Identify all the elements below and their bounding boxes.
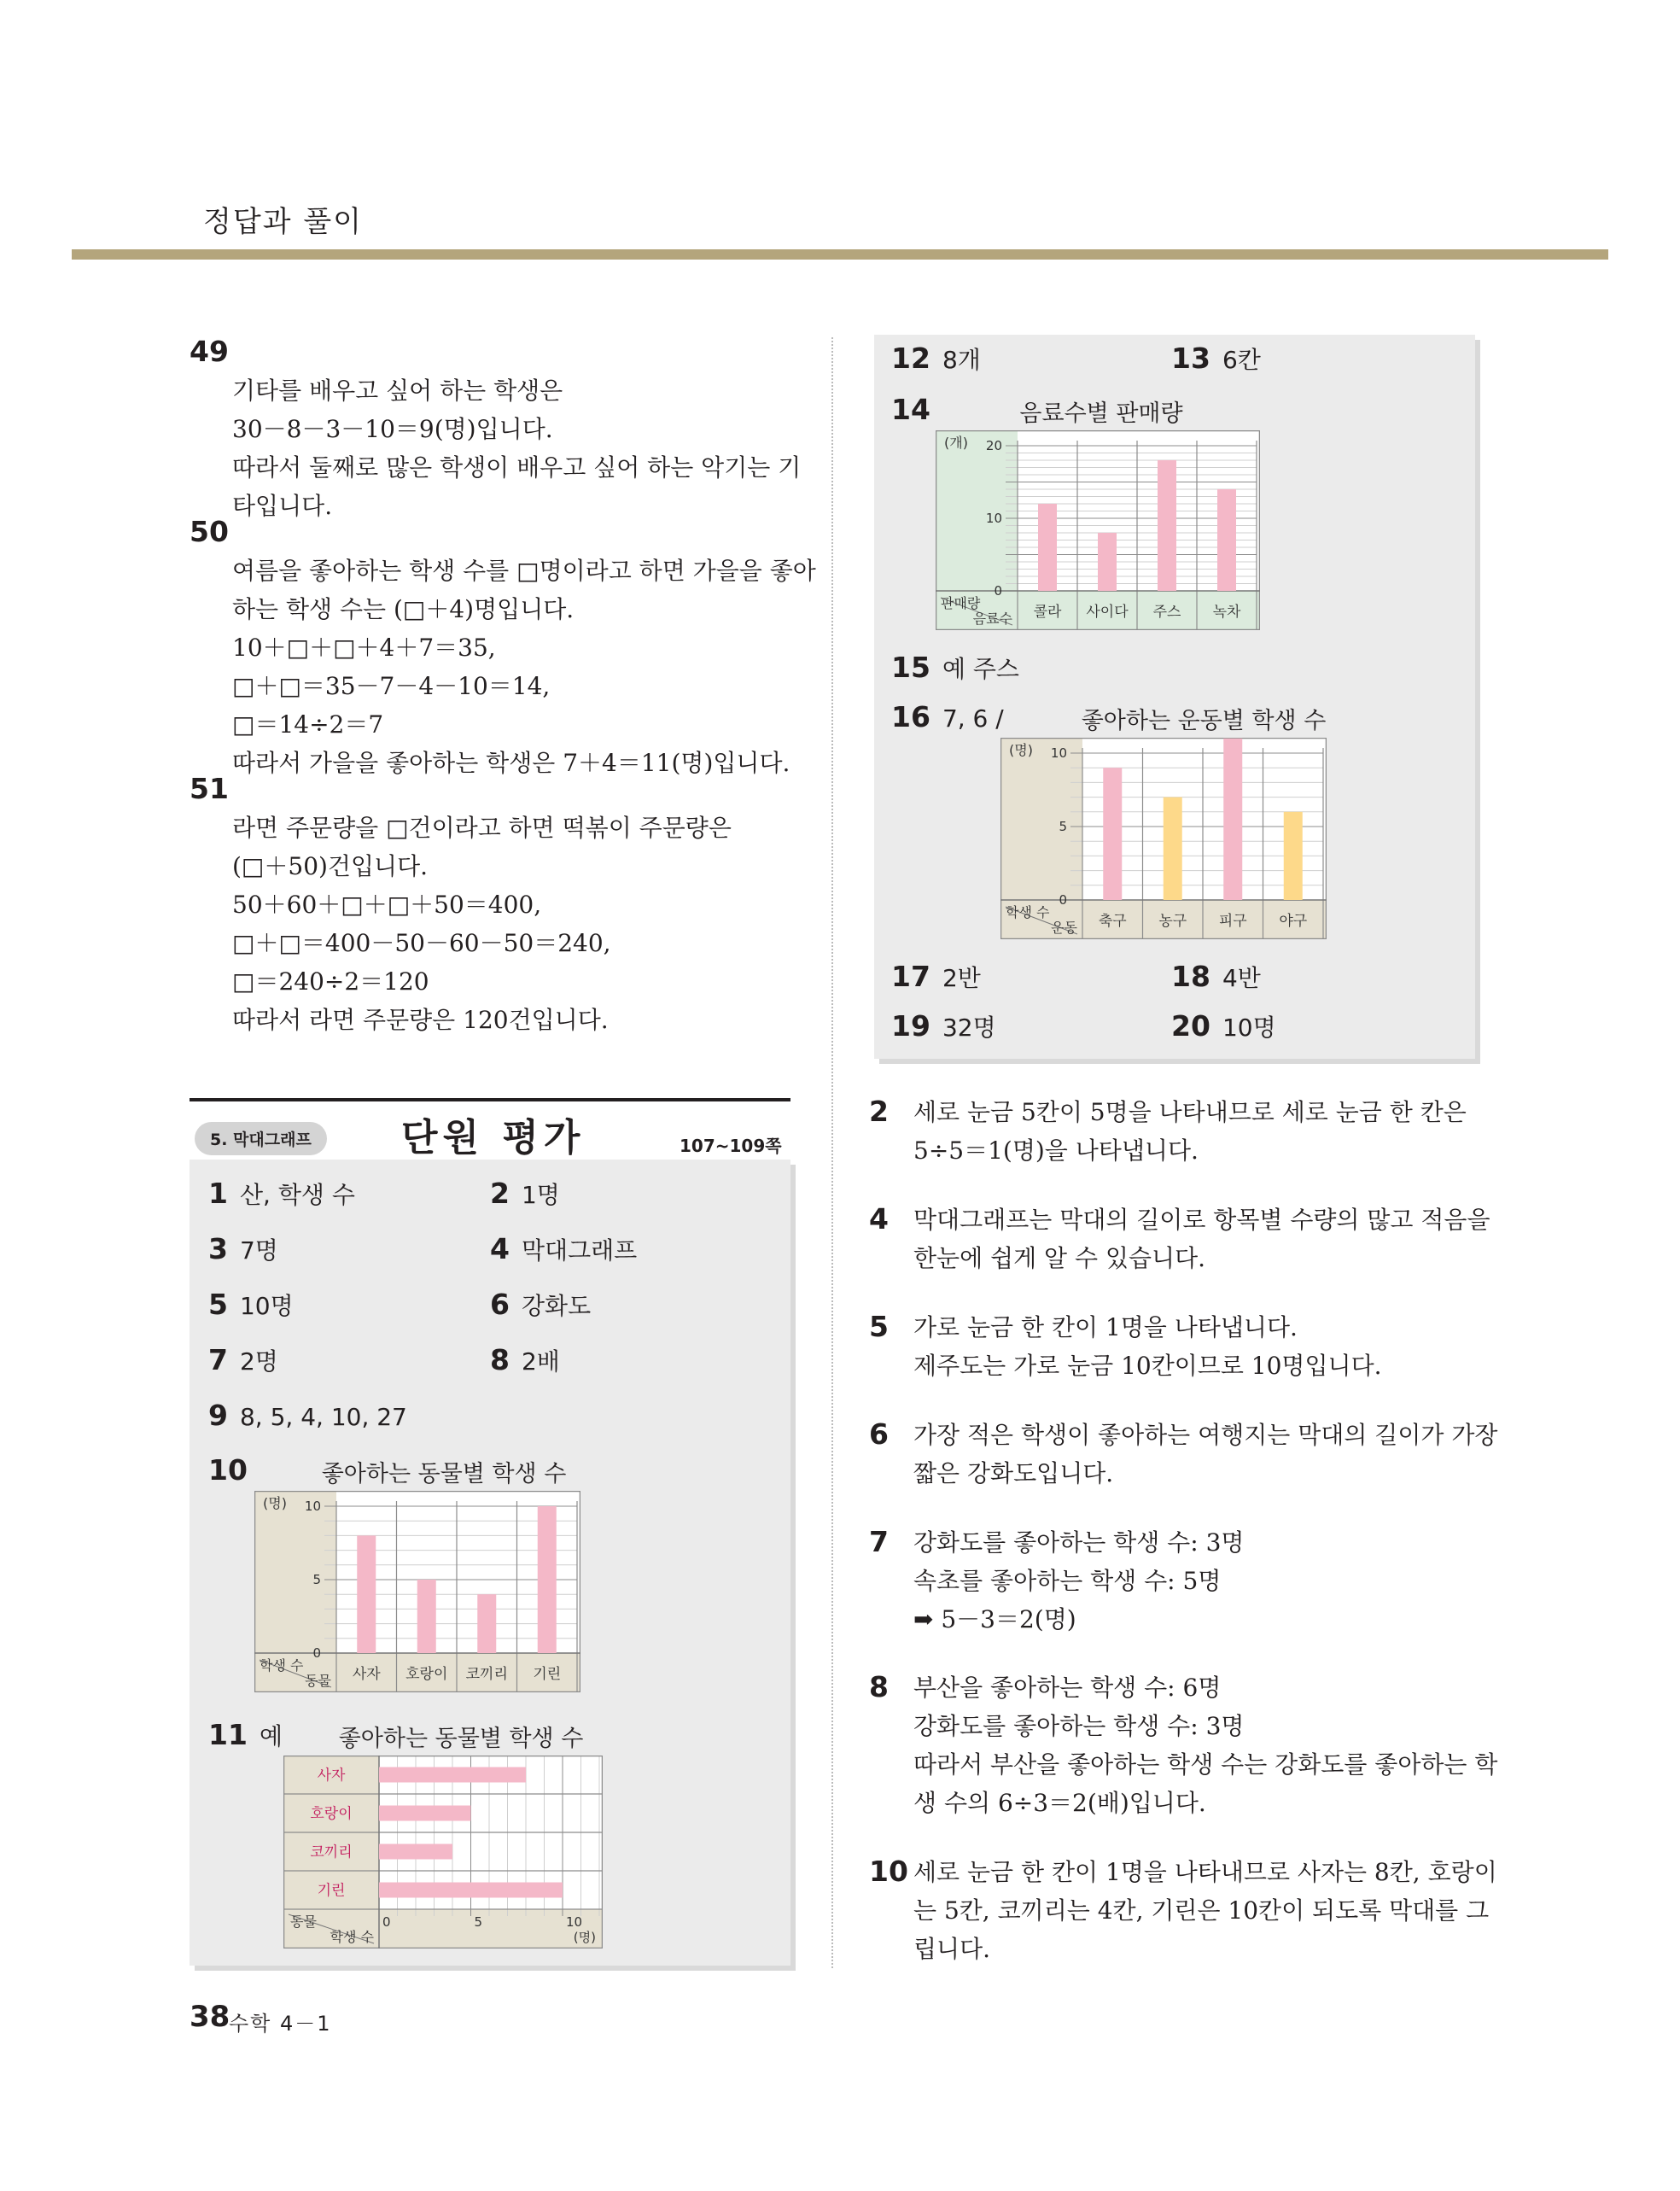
line: (□＋50)건입니다. [232,852,429,880]
answer-11: 11 예 [208,1718,283,1751]
line: 10＋□＋□＋4＋7＝35, [232,634,496,662]
x-tick-label: 10 [566,1914,583,1930]
bar-사이다 [1098,533,1117,591]
header-rule [72,249,1608,260]
line: 타입니다. [232,492,333,520]
answer-14: 14 [891,393,930,426]
answer-6: 6 강화도 [490,1288,592,1321]
bar-농구 [1164,798,1182,900]
line: 50＋60＋□＋□＋50＝400, [232,891,542,919]
footer-page-number: 38 [190,2000,230,2034]
answer-15: 15 예 주스 [891,651,1019,684]
expl-2-text [913,1093,1467,1170]
answer-2: 2 1명 [490,1177,560,1210]
expl-4-text [913,1201,1490,1277]
x-tick-label: 사자 [352,1666,381,1683]
q49-number: 49 [190,335,229,368]
line: 짧은 강화도입니다. [913,1459,1114,1487]
line: 강화도를 좋아하는 학생 수: 3명 [913,1528,1245,1557]
y-tick-label: 5 [312,1572,321,1587]
expl-5-text [913,1308,1382,1385]
answer-10: 10 [208,1453,248,1487]
x-tick-label: 피구 [1218,913,1247,930]
y-tick-label: 0 [994,583,1002,599]
x-tick-label: 주스 [1152,604,1181,621]
line: 따라서 부산을 좋아하는 학생 수는 강화도를 좋아하는 학 [913,1750,1498,1779]
x-tick-label: 사이다 [1086,604,1129,621]
answer-18: 18 4반 [1171,960,1261,993]
chart-q11-title: 좋아하는 동물별 학생 수 [338,1726,584,1752]
expl-2-number: 2 [869,1095,889,1128]
unit-badge: 5. 막대그래프 [195,1122,327,1155]
line: 기타를 배우고 싶어 하는 학생은 [232,377,563,405]
y-tick-label: 0 [1059,892,1067,908]
y-tick-label: 0 [312,1645,321,1661]
line: □＝240÷2＝120 [232,967,429,996]
corner-top-label: 판매량 [941,595,981,611]
expl-8-number: 8 [869,1670,889,1703]
line: 가장 적은 학생이 좋아하는 여행지는 막대의 길이가 가장 [913,1421,1498,1449]
x-tick-label: 호랑이 [405,1666,448,1683]
y-tick-label: 사자 [317,1767,346,1785]
answer-3: 3 7명 [208,1232,278,1265]
chart-q11 [283,1756,603,1949]
bar-주스 [1158,460,1176,591]
x-tick-label: 기린 [533,1666,562,1683]
footer-book-title: 수학 4－1 [229,2012,332,2036]
bar-기린 [379,1883,563,1898]
answer-7: 7 2명 [208,1343,278,1376]
line: 라면 주문량을 □건이라고 하면 떡볶이 주문량은 [232,814,732,842]
corner-top-label: 학생 수 [1006,904,1050,920]
corner-bottom-label: 음료수 [972,611,1012,627]
answer-12: 12 8개 [891,342,981,375]
chart-q14-title: 음료수별 판매량 [1019,400,1183,427]
chart-q16 [1000,738,1327,939]
y-tick-label: 5 [1059,819,1067,834]
line: □＝14÷2＝7 [232,710,384,739]
bar-축구 [1103,768,1122,900]
q51-number: 51 [190,772,229,805]
y-unit-label: (개) [944,435,968,451]
y-tick-label: 10 [1050,745,1067,761]
bar-코끼리 [477,1594,496,1653]
line: 생 수의 6÷3＝2(배)입니다. [913,1789,1206,1817]
expl-10-text [913,1853,1497,1968]
page-header-title: 정답과 풀이 [203,205,364,239]
bar-호랑이 [417,1580,436,1653]
x-tick-label: 5 [474,1914,483,1930]
column-divider [831,337,833,1968]
bar-사자 [357,1535,376,1653]
x-tick-label: 코끼리 [465,1666,508,1683]
expl-7-number: 7 [869,1525,889,1558]
line: 강화도를 좋아하는 학생 수: 3명 [913,1712,1245,1740]
bar-호랑이 [379,1806,471,1821]
line: 하는 학생 수는 (□＋4)명입니다. [232,595,575,623]
corner-top-label: 동물 [290,1913,317,1930]
line: 따라서 가을을 좋아하는 학생은 7＋4＝11(명)입니다. [232,749,790,777]
answer-4: 4 막대그래프 [490,1232,638,1265]
bar-피구 [1223,739,1242,900]
x-tick-label: 녹차 [1212,604,1241,621]
x-tick-label: 콜라 [1033,604,1062,621]
line: 여름을 좋아하는 학생 수를 □명이라고 하면 가을을 좋아 [232,557,816,585]
line: 세로 눈금 한 칸이 1명을 나타내므로 사자는 8칸, 호랑이 [913,1858,1497,1886]
expl-8-text [913,1668,1497,1822]
y-tick-label: 20 [985,438,1002,453]
bar-사자 [379,1767,526,1783]
chart-q16-title: 좋아하는 운동별 학생 수 [1081,708,1327,734]
line: 한눈에 쉽게 알 수 있습니다. [913,1244,1206,1272]
line: ➡ 5－3＝2(명) [913,1605,1076,1633]
corner-bottom-label: 동물 [305,1673,331,1689]
bar-기린 [538,1506,557,1653]
line: 따라서 라면 주문량은 120건입니다. [232,1006,609,1034]
answer-19: 19 32명 [891,1009,996,1043]
chart-q14 [936,430,1260,630]
answer-1: 1 산, 학생 수 [208,1177,355,1210]
line: 립니다. [913,1935,991,1963]
line: □＋□＝400－50－60－50＝240, [232,929,611,957]
corner-bottom-label: 운동 [1051,920,1077,936]
answer-9: 9 8, 5, 4, 10, 27 [208,1399,407,1432]
corner-bottom-label: 학생 수 [330,1929,374,1945]
line: 부산을 좋아하는 학생 수: 6명 [913,1674,1222,1702]
x-tick-label: 야구 [1279,913,1308,930]
corner-top-label: 학생 수 [260,1657,304,1674]
y-unit-label: (명) [263,1495,287,1511]
answer-8: 8 2배 [490,1343,560,1376]
line: 는 5칸, 코끼리는 4칸, 기린은 10칸이 되도록 막대를 그 [913,1896,1490,1925]
q51-text [232,770,732,1078]
bar-코끼리 [379,1844,452,1860]
expl-4-number: 4 [869,1202,889,1236]
y-tick-label: 코끼리 [310,1843,353,1861]
expl-5-number: 5 [869,1310,889,1343]
answer-20: 20 10명 [1171,1009,1276,1043]
unit-title: 단원 평가 [401,1116,586,1160]
chart-q10 [254,1491,580,1692]
answer-5: 5 10명 [208,1288,294,1321]
x-tick-label: 축구 [1098,913,1127,930]
x-unit-label: (명) [573,1930,596,1945]
line: 제주도는 가로 눈금 10칸이므로 10명입니다. [913,1352,1382,1380]
expl-10-number: 10 [869,1855,908,1888]
line: 5÷5＝1(명)을 나타냅니다. [913,1136,1199,1165]
bar-야구 [1284,812,1303,900]
y-tick-label: 호랑이 [310,1805,353,1823]
q50-number: 50 [190,515,229,548]
expl-6-number: 6 [869,1417,889,1451]
line: 막대그래프는 막대의 길이로 항목별 수량의 많고 적음을 [913,1206,1490,1234]
expl-7-text [913,1523,1244,1639]
y-unit-label: (명) [1009,742,1033,758]
y-tick-label: 10 [304,1499,321,1514]
line: 속초를 좋아하는 학생 수: 5명 [913,1567,1222,1595]
y-tick-label: 기린 [317,1882,346,1900]
line: 따라서 둘째로 많은 학생이 배우고 싶어 하는 악기는 기 [232,453,802,482]
unit-header-rule [190,1098,790,1101]
x-tick-label: 0 [382,1914,391,1930]
bar-녹차 [1217,489,1236,591]
expl-6-text [913,1416,1497,1493]
answer-13: 13 6칸 [1171,342,1261,375]
unit-pages: 107~109쪽 [680,1136,782,1156]
answer-16: 16 7, 6 / [891,700,1004,733]
line: □＋□＝35－7－4－10＝14, [232,672,551,700]
x-tick-label: 농구 [1158,913,1187,930]
line: 가로 눈금 한 칸이 1명을 나타냅니다. [913,1313,1298,1341]
line: 세로 눈금 5칸이 5명을 나타내므로 세로 눈금 한 칸은 [913,1098,1467,1126]
answer-17: 17 2반 [891,960,981,993]
chart-q10-title: 좋아하는 동물별 학생 수 [321,1461,567,1487]
line: 30－8－3－10＝9(명)입니다. [232,415,553,443]
y-tick-label: 10 [985,511,1002,526]
bar-콜라 [1038,504,1057,591]
